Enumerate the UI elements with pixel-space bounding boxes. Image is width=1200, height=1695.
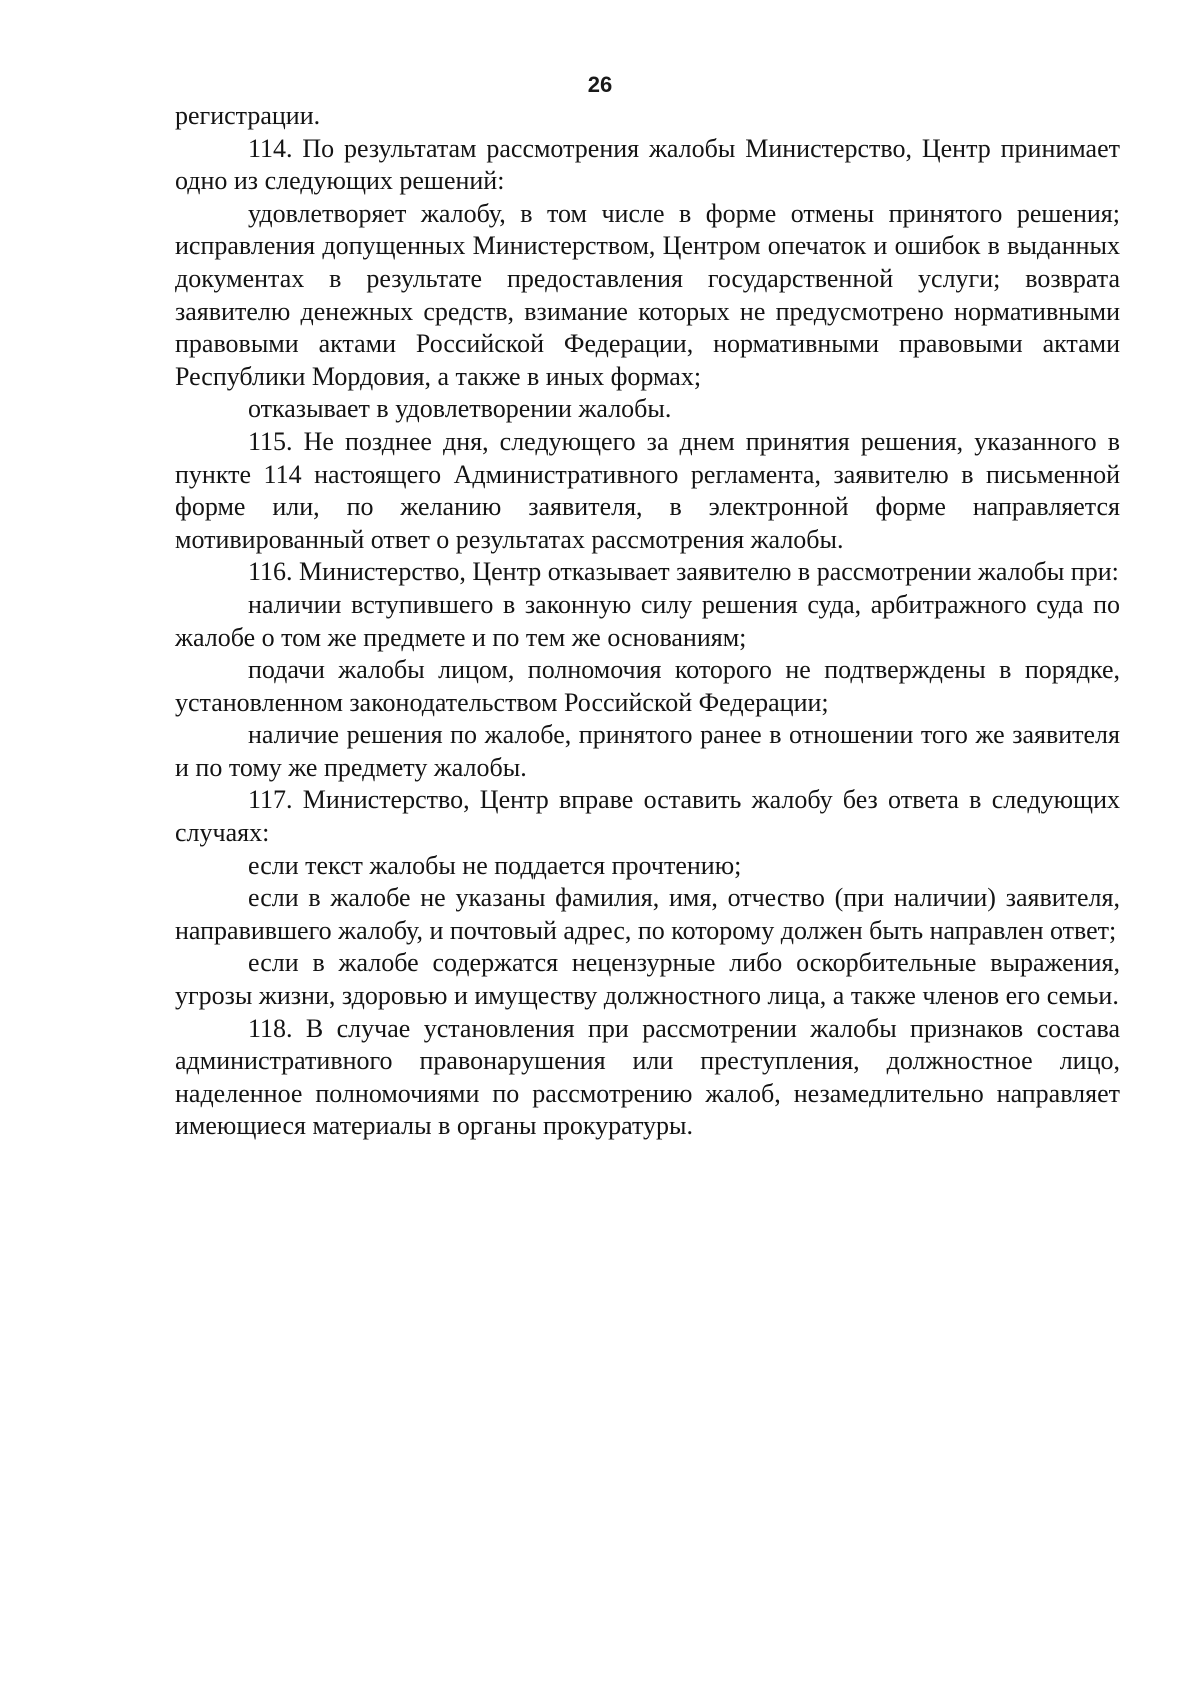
- paragraph: если в жалобе не указаны фамилия, имя, отчество (при наличии) заявителя, направившего жалобу, и почтовый адрес, по которому должен быть направлен ответ;: [175, 883, 1120, 945]
- paragraph: если в жалобе содержатся нецензурные либо оскорбительные выражения, угрозы жизни, здоровью и имуществу должностного лица, а также членов его семьи.: [175, 948, 1120, 1011]
- paragraph: если текст жалобы не поддается прочтению;: [248, 850, 742, 880]
- page-number: 26: [587, 72, 613, 97]
- paragraph: удовлетворяет жалобу, в том числе в форме отмены принятого решения; исправления допущенных Министерством, Центром опечаток и ошибок в выданных документах в результате предоставления государственной услуги; возврата заявителю денежных средств, взимание которых не предусмотрено нормативными правовыми актами Российской Федерации, нормативными правовыми актами Республики Мордовия, а также в иных формах;: [175, 198, 1120, 391]
- document-body: [175, 100, 1120, 1143]
- paragraph: подачи жалобы лицом, полномочия которого не подтверждены в порядке, установленном законодательством Российской Федерации;: [175, 655, 1120, 717]
- paragraph: регистрации.: [175, 101, 321, 130]
- paragraph: наличие решения по жалобе, принятого ранее в отношении того же заявителя и по тому же предмету жалобы.: [175, 720, 1120, 782]
- paragraph: 116. Министерство, Центр отказывает заявителю в рассмотрении жалобы при:: [248, 557, 1119, 587]
- paragraph: 114. По результатам рассмотрения жалобы Министерство, Центр принимает одно из следующих решений:: [175, 133, 1120, 196]
- paragraph: наличии вступившего в законную силу решения суда, арбитражного суда по жалобе о том же предмете и по тем же основаниям;: [175, 589, 1120, 652]
- paragraph: 117. Министерство, Центр вправе оставить жалобу без ответа в следующих случаях:: [175, 785, 1120, 848]
- paragraph: 118. В случае установления при рассмотрении жалобы признаков состава административного правонарушения или преступления, должностное лицо, наделенное полномочиями по рассмотрению жалоб, незамедлительно направляет имеющиеся материалы в органы прокуратуры.: [175, 1013, 1120, 1141]
- paragraph: отказывает в удовлетворении жалобы.: [248, 394, 672, 424]
- paragraph: 115. Не позднее дня, следующего за днем принятия решения, указанного в пункте 114 настоящего Административного регламента, заявителю в письменной форме или, по желанию заявителя, в электронной форме направляется мотивированный ответ о результатах рассмотрения жалобы.: [175, 426, 1120, 554]
